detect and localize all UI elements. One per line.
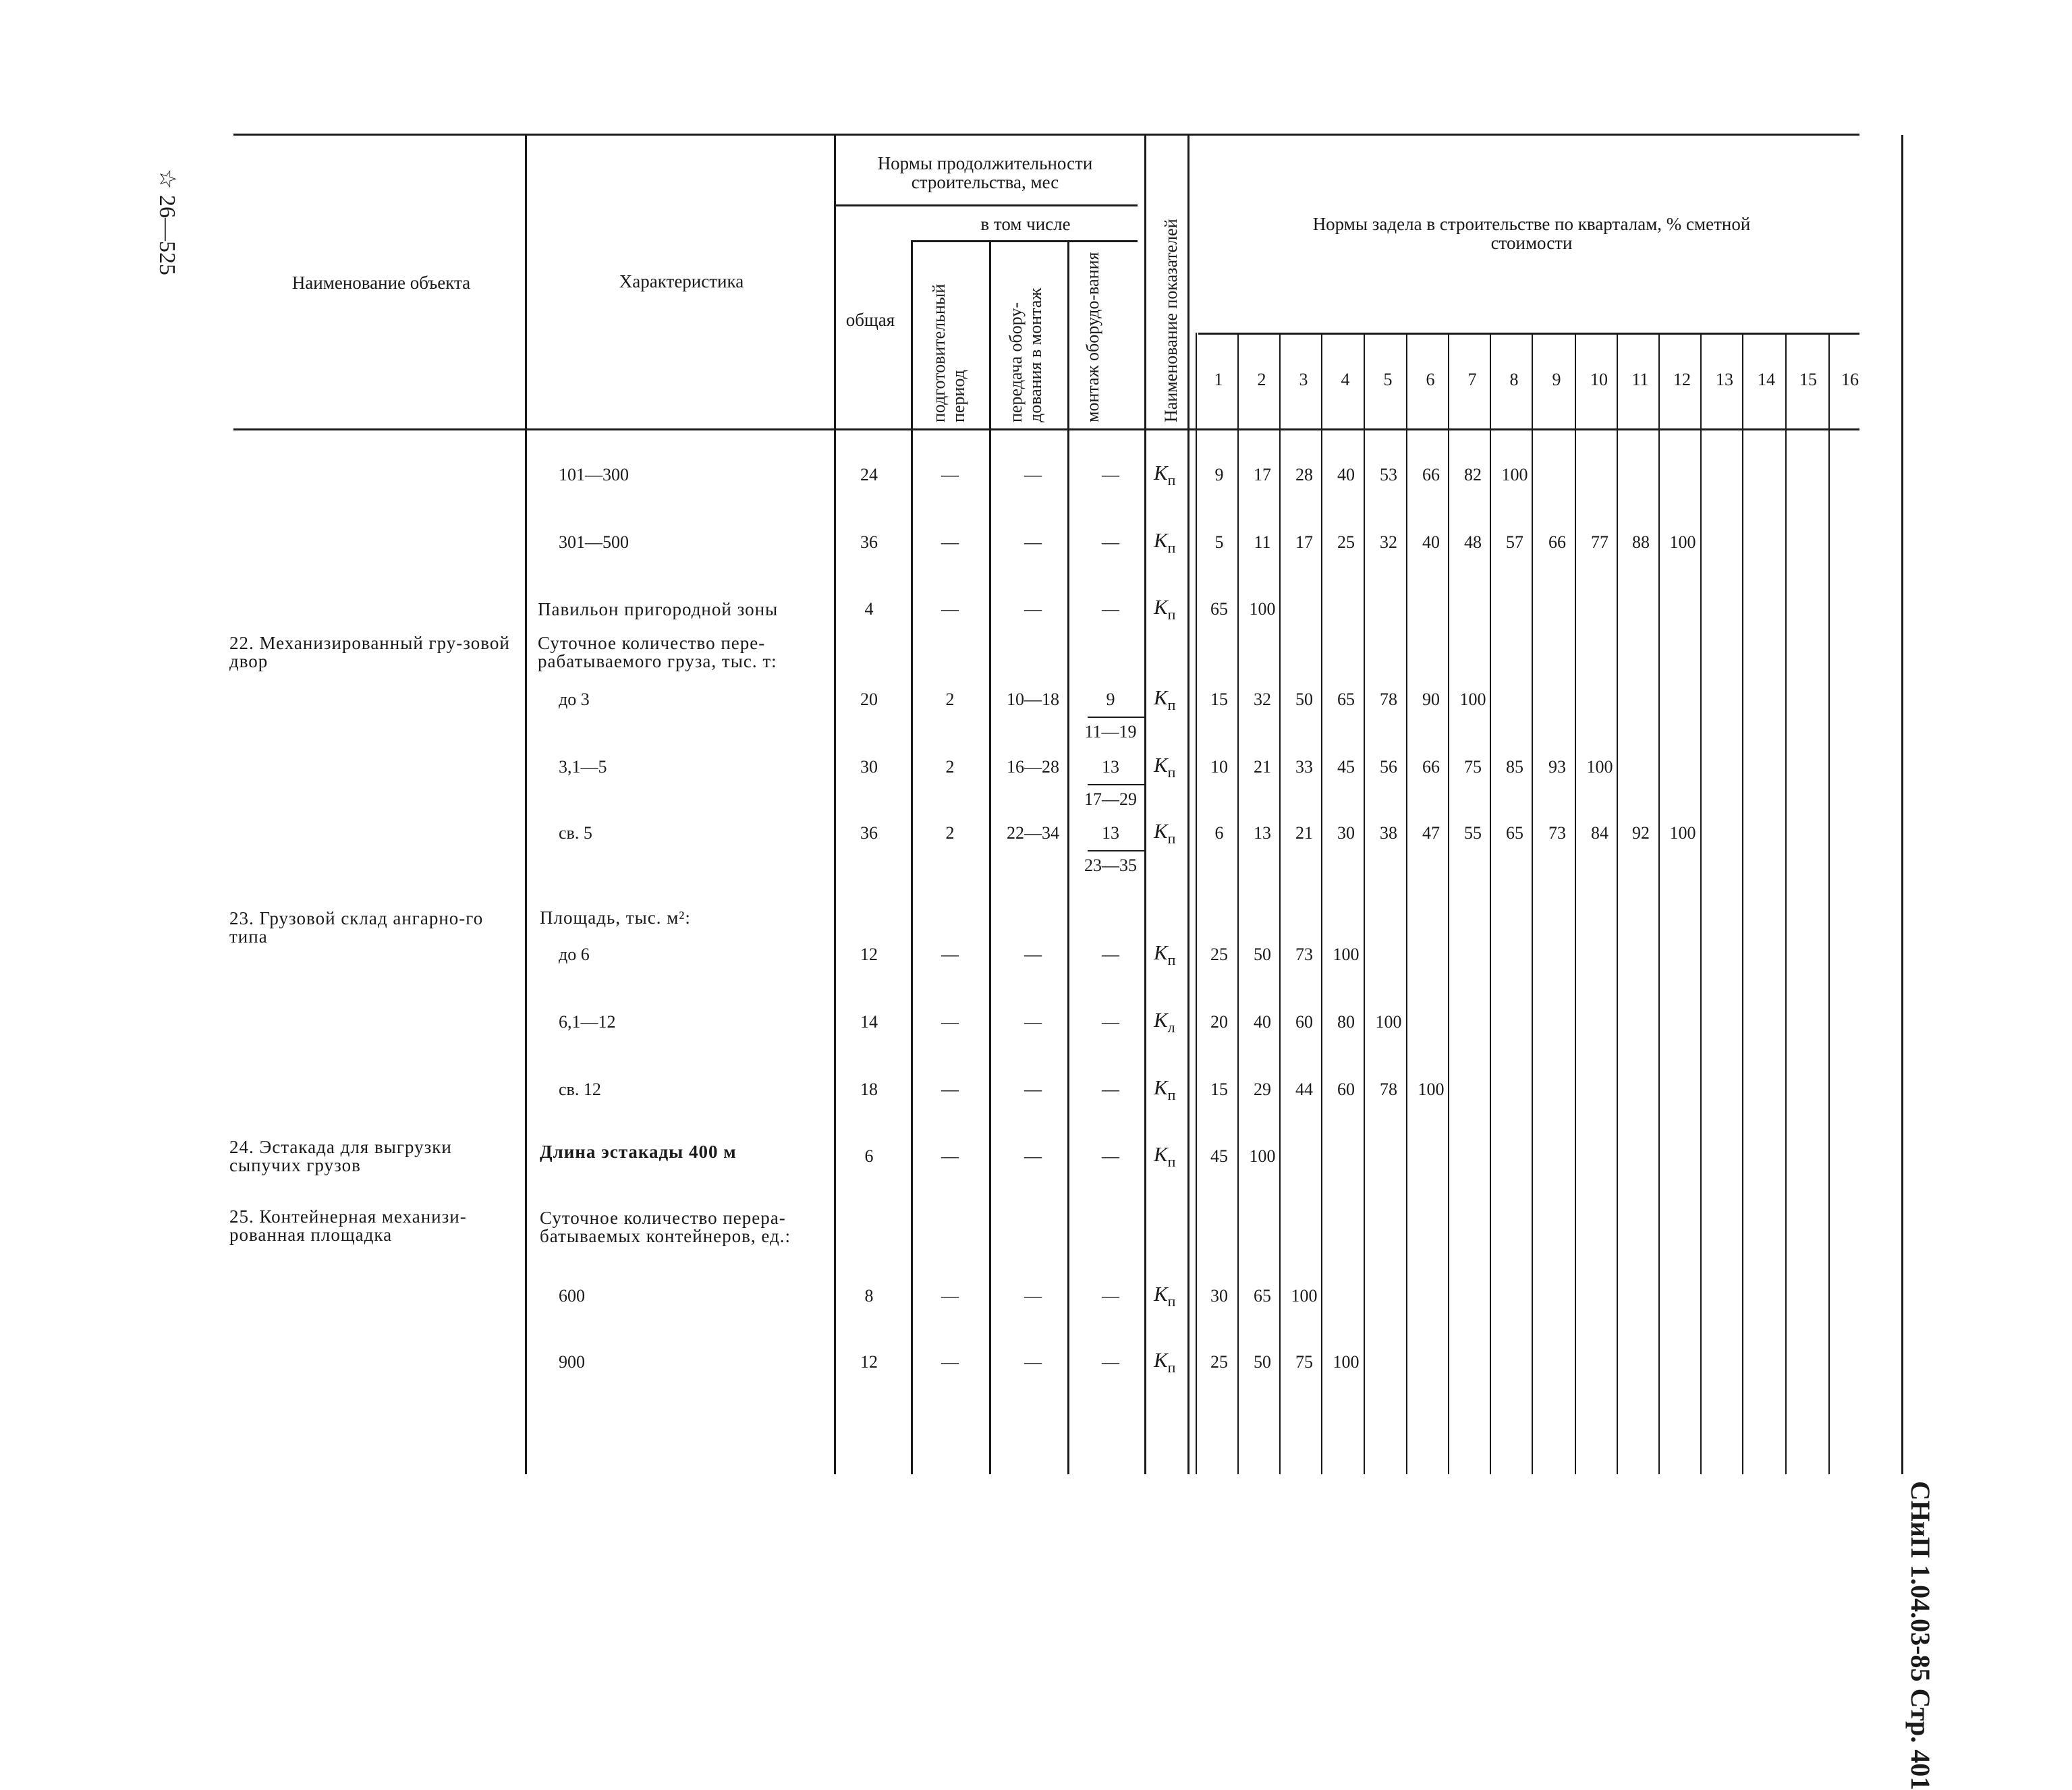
row-equipment-transfer: — — [1024, 1286, 1042, 1306]
row-equipment-transfer: 22—34 — [1007, 823, 1059, 843]
quarter-value: 9 — [1214, 465, 1224, 484]
quarter-value: 21 — [1254, 757, 1271, 777]
page-stamp: ☆ 26—525 — [155, 169, 179, 275]
row-prep-period: — — [941, 1080, 959, 1099]
quarter-value: 78 — [1380, 690, 1397, 709]
column-rule — [525, 135, 527, 1474]
row-characteristic: 3,1—5 — [559, 757, 607, 777]
quarter-value: 28 — [1295, 465, 1313, 484]
norms-subheader-rule — [834, 204, 1138, 206]
indicator-kp: $К_л$ — [1154, 1008, 1175, 1036]
header-object: Наименование объекта — [291, 273, 471, 293]
quarter-number: 2 — [1257, 370, 1266, 389]
quarter-number: 14 — [1758, 370, 1775, 389]
quarter-value: 45 — [1337, 757, 1355, 777]
row-equipment-install: 13 — [1102, 757, 1119, 777]
quarter-number: 6 — [1426, 370, 1435, 389]
quarter-value: 55 — [1464, 823, 1482, 843]
quarter-value: 73 — [1548, 823, 1566, 843]
row-prep-period: — — [941, 1352, 959, 1372]
row-equipment-transfer: — — [1024, 532, 1042, 552]
quarter-value: 65 — [1337, 690, 1355, 709]
header-indicator: Наименование показателей — [1161, 219, 1181, 422]
row-equipment-install-denominator: 17—29 — [1084, 789, 1137, 809]
object-23: 23. Грузовой склад ангарно-го типа — [229, 908, 484, 947]
quarter-value: 77 — [1591, 532, 1608, 552]
row-total-duration: 20 — [860, 690, 878, 709]
right-frame-rule — [1901, 135, 1903, 1474]
row-total-duration: 14 — [860, 1012, 878, 1032]
row-equipment-install: — — [1102, 945, 1119, 964]
quarter-value: 47 — [1422, 823, 1440, 843]
quarters-subheader-rule — [1198, 333, 1859, 335]
quarter-value: 15 — [1210, 690, 1228, 709]
quarter-value: 100 — [1333, 1352, 1360, 1372]
quarter-value: 93 — [1548, 757, 1566, 777]
row-characteristic: 101—300 — [559, 465, 629, 484]
row-prep-period: 2 — [945, 823, 955, 843]
column-rule — [989, 240, 991, 1474]
quarter-column-rule — [1700, 333, 1702, 1474]
quarter-value: 30 — [1210, 1286, 1228, 1306]
quarter-value: 40 — [1337, 465, 1355, 484]
row-prep-period: 2 — [945, 757, 955, 777]
row-total-duration: 12 — [860, 1352, 878, 1372]
quarter-number: 7 — [1467, 370, 1477, 389]
quarter-value: 33 — [1295, 757, 1313, 777]
quarter-value: 29 — [1254, 1080, 1271, 1099]
indicator-kp: $К_п$ — [1154, 595, 1176, 623]
row-characteristic: 900 — [559, 1352, 585, 1372]
quarter-number: 13 — [1716, 370, 1733, 389]
quarter-number: 9 — [1552, 370, 1561, 389]
quarter-column-rule — [1785, 333, 1787, 1474]
quarter-value: 44 — [1295, 1080, 1313, 1099]
row-equipment-install: — — [1102, 532, 1119, 552]
row-prep-period: — — [941, 465, 959, 484]
object-25: 25. Контейнерная механизи-рованная площадка — [229, 1206, 467, 1245]
quarter-number: 5 — [1383, 370, 1393, 389]
quarter-number: 1 — [1214, 370, 1223, 389]
quarter-number: 10 — [1590, 370, 1608, 389]
indicator-kp: $К_п$ — [1154, 753, 1176, 781]
quarter-number: 12 — [1673, 370, 1691, 389]
quarter-value: 88 — [1632, 532, 1650, 552]
quarter-value: 60 — [1295, 1012, 1313, 1032]
quarter-value: 78 — [1380, 1080, 1397, 1099]
quarter-value: 100 — [1333, 945, 1360, 964]
row-characteristic: св. 12 — [559, 1080, 601, 1099]
column-rule — [1067, 240, 1069, 1474]
column-rule — [1144, 135, 1146, 1474]
quarter-value: 25 — [1210, 945, 1228, 964]
quarter-value: 25 — [1337, 532, 1355, 552]
quarter-value: 85 — [1506, 757, 1523, 777]
quarter-value: 100 — [1669, 823, 1696, 843]
object-22: 22. Механизированный гру-зовой двор — [229, 633, 510, 671]
header-including: в том числе — [980, 214, 1071, 234]
indicator-kp: $К_п$ — [1154, 686, 1176, 713]
row-total-duration: 24 — [860, 465, 878, 484]
quarter-value: 65 — [1254, 1286, 1271, 1306]
quarter-number: 3 — [1299, 370, 1308, 389]
characteristic-area: Площадь, тыс. м²: — [540, 907, 691, 928]
row-equipment-transfer: — — [1024, 599, 1042, 619]
row-equipment-transfer: 16—28 — [1007, 757, 1059, 777]
header-norms-duration: Нормы продолжительности строительства, мес — [877, 153, 1093, 193]
row-equipment-install: — — [1102, 465, 1119, 484]
characteristic-suburban-pavilion: Павильон пригородной зоны — [538, 599, 779, 619]
quarter-value: 53 — [1380, 465, 1397, 484]
row-prep-period: — — [941, 945, 959, 964]
quarter-value: 17 — [1254, 465, 1271, 484]
row-equipment-transfer: — — [1024, 1146, 1042, 1166]
row-prep-period: — — [941, 532, 959, 552]
row-equipment-transfer: — — [1024, 1352, 1042, 1372]
quarter-value: 66 — [1422, 757, 1440, 777]
row-equipment-install: — — [1102, 1012, 1119, 1032]
quarter-value: 50 — [1295, 690, 1313, 709]
quarter-value: 40 — [1422, 532, 1440, 552]
quarter-value: 11 — [1254, 532, 1271, 552]
quarter-value: 5 — [1214, 532, 1224, 552]
characteristic-daily-cargo: Суточное количество пере-рабатываемого груза, тыс. т: — [538, 633, 777, 671]
quarter-value: 82 — [1464, 465, 1482, 484]
row-equipment-install-denominator: 11—19 — [1084, 722, 1137, 742]
quarter-column-rule — [1658, 333, 1660, 1474]
quarter-value: 40 — [1254, 1012, 1271, 1032]
indicator-kp: $К_п$ — [1154, 819, 1176, 847]
header-prep-period: подготовительный период — [929, 283, 968, 422]
row-prep-period: 2 — [945, 690, 955, 709]
quarter-value: 20 — [1210, 1012, 1228, 1032]
header-backlog: Нормы задела в строительстве по кварталам, % сметной стоимости — [1312, 214, 1751, 254]
quarter-value: 100 — [1375, 1012, 1402, 1032]
header-bottom-rule — [233, 428, 1859, 430]
fraction-bar — [1088, 717, 1144, 718]
row-total-duration: 36 — [860, 823, 878, 843]
row-total-duration: 12 — [860, 945, 878, 964]
quarter-value: 75 — [1295, 1352, 1313, 1372]
quarter-value: 32 — [1254, 690, 1271, 709]
row-equipment-install: — — [1102, 599, 1119, 619]
row-equipment-install: — — [1102, 1352, 1119, 1372]
quarter-value: 15 — [1210, 1080, 1228, 1099]
row-equipment-transfer: 10—18 — [1007, 690, 1059, 709]
row-equipment-install-denominator: 23—35 — [1084, 856, 1137, 875]
quarter-value: 80 — [1337, 1012, 1355, 1032]
quarter-value: 100 — [1291, 1286, 1318, 1306]
quarter-value: 65 — [1506, 823, 1523, 843]
quarter-column-rule — [1448, 333, 1449, 1474]
table-top-rule — [233, 134, 1859, 136]
quarter-value: 75 — [1464, 757, 1482, 777]
row-prep-period: — — [941, 1146, 959, 1166]
quarter-value: 100 — [1249, 599, 1276, 619]
quarter-value: 32 — [1380, 532, 1397, 552]
row-equipment-transfer: — — [1024, 1012, 1042, 1032]
header-equipment-install: монтаж оборудо-вания — [1083, 252, 1102, 422]
row-equipment-install: — — [1102, 1080, 1119, 1099]
quarter-value: 50 — [1254, 945, 1271, 964]
quarter-value: 84 — [1591, 823, 1608, 843]
row-total-duration: 30 — [860, 757, 878, 777]
quarter-column-rule — [1364, 333, 1365, 1474]
fraction-bar — [1088, 784, 1144, 785]
quarter-value: 10 — [1210, 757, 1228, 777]
row-equipment-install: 13 — [1102, 823, 1119, 843]
header-equipment-transfer: передача обору-дования в монтаж — [1006, 287, 1045, 422]
indicator-kp: $К_п$ — [1154, 1075, 1176, 1103]
column-rule — [1187, 135, 1189, 1474]
quarter-value: 65 — [1210, 599, 1228, 619]
indicator-kp: $К_п$ — [1154, 461, 1176, 488]
row-prep-period: — — [941, 1286, 959, 1306]
quarter-value: 90 — [1422, 690, 1440, 709]
row-total-duration: 4 — [864, 599, 874, 619]
row-characteristic: 600 — [559, 1286, 585, 1306]
quarter-number: 11 — [1631, 370, 1649, 389]
quarter-number: 16 — [1841, 370, 1859, 389]
indicator-kp: $К_п$ — [1154, 1142, 1176, 1170]
quarter-value: 92 — [1632, 823, 1650, 843]
row-equipment-install: 9 — [1106, 690, 1115, 709]
quarter-column-rule — [1828, 333, 1830, 1474]
row-characteristic: св. 5 — [559, 823, 592, 843]
row-total-duration: 36 — [860, 532, 878, 552]
row-equipment-install: — — [1102, 1146, 1119, 1166]
header-total: общая — [845, 310, 895, 330]
row-equipment-transfer: — — [1024, 945, 1042, 964]
quarter-value: 25 — [1210, 1352, 1228, 1372]
quarter-value: 13 — [1254, 823, 1271, 843]
header-characteristic: Характеристика — [619, 271, 744, 291]
row-equipment-transfer: — — [1024, 465, 1042, 484]
quarter-column-rule — [1742, 333, 1743, 1474]
quarter-value: 100 — [1501, 465, 1528, 484]
quarter-number: 4 — [1341, 370, 1350, 389]
indicator-kp: $К_п$ — [1154, 1348, 1176, 1376]
quarter-column-rule — [1196, 333, 1197, 1474]
quarter-value: 66 — [1422, 465, 1440, 484]
including-subheader-rule — [912, 240, 1138, 242]
row-total-duration: 18 — [860, 1080, 878, 1099]
quarter-column-rule — [1406, 333, 1407, 1474]
row-equipment-transfer: — — [1024, 1080, 1042, 1099]
row-prep-period: — — [941, 1012, 959, 1032]
row-prep-period: — — [941, 599, 959, 619]
quarter-value: 73 — [1295, 945, 1313, 964]
row-characteristic: до 3 — [559, 690, 590, 709]
object-24: 24. Эстакада для выгрузки сыпучих грузов — [229, 1137, 452, 1175]
quarter-value: 45 — [1210, 1146, 1228, 1166]
quarter-value: 100 — [1669, 532, 1696, 552]
fraction-bar — [1088, 850, 1144, 851]
characteristic-trestle-length: Длина эстакады 400 м — [540, 1142, 737, 1162]
quarter-column-rule — [1575, 333, 1576, 1474]
quarter-value: 56 — [1380, 757, 1397, 777]
quarter-value: 17 — [1295, 532, 1313, 552]
quarter-value: 57 — [1506, 532, 1523, 552]
column-rule — [911, 240, 913, 1474]
indicator-kp: $К_п$ — [1154, 528, 1176, 556]
characteristic-daily-containers: Суточное количество перера-батываемых контейнеров, ед.: — [540, 1208, 791, 1246]
row-characteristic: до 6 — [559, 945, 590, 964]
document-header: СНиП 1.04.03-85 Стр. 401 — [1905, 1481, 1936, 1790]
quarter-value: 100 — [1418, 1080, 1445, 1099]
quarter-column-rule — [1490, 333, 1491, 1474]
indicator-kp: $К_п$ — [1154, 1282, 1176, 1310]
quarter-number: 15 — [1799, 370, 1817, 389]
quarter-value: 66 — [1548, 532, 1566, 552]
row-equipment-install: — — [1102, 1286, 1119, 1306]
row-total-duration: 6 — [864, 1146, 874, 1166]
quarter-value: 100 — [1459, 690, 1486, 709]
indicator-kp: $К_п$ — [1154, 941, 1176, 968]
quarter-value: 100 — [1249, 1146, 1276, 1166]
row-characteristic: 6,1—12 — [559, 1012, 616, 1032]
quarter-value: 100 — [1586, 757, 1613, 777]
quarter-value: 60 — [1337, 1080, 1355, 1099]
quarter-column-rule — [1532, 333, 1533, 1474]
column-rule — [834, 135, 836, 1474]
quarter-value: 6 — [1214, 823, 1224, 843]
quarter-number: 8 — [1509, 370, 1519, 389]
row-characteristic: 301—500 — [559, 532, 629, 552]
quarter-column-rule — [1617, 333, 1618, 1474]
quarter-value: 48 — [1464, 532, 1482, 552]
quarter-value: 21 — [1295, 823, 1313, 843]
row-total-duration: 8 — [864, 1286, 874, 1306]
quarter-value: 50 — [1254, 1352, 1271, 1372]
quarter-value: 38 — [1380, 823, 1397, 843]
quarter-value: 30 — [1337, 823, 1355, 843]
